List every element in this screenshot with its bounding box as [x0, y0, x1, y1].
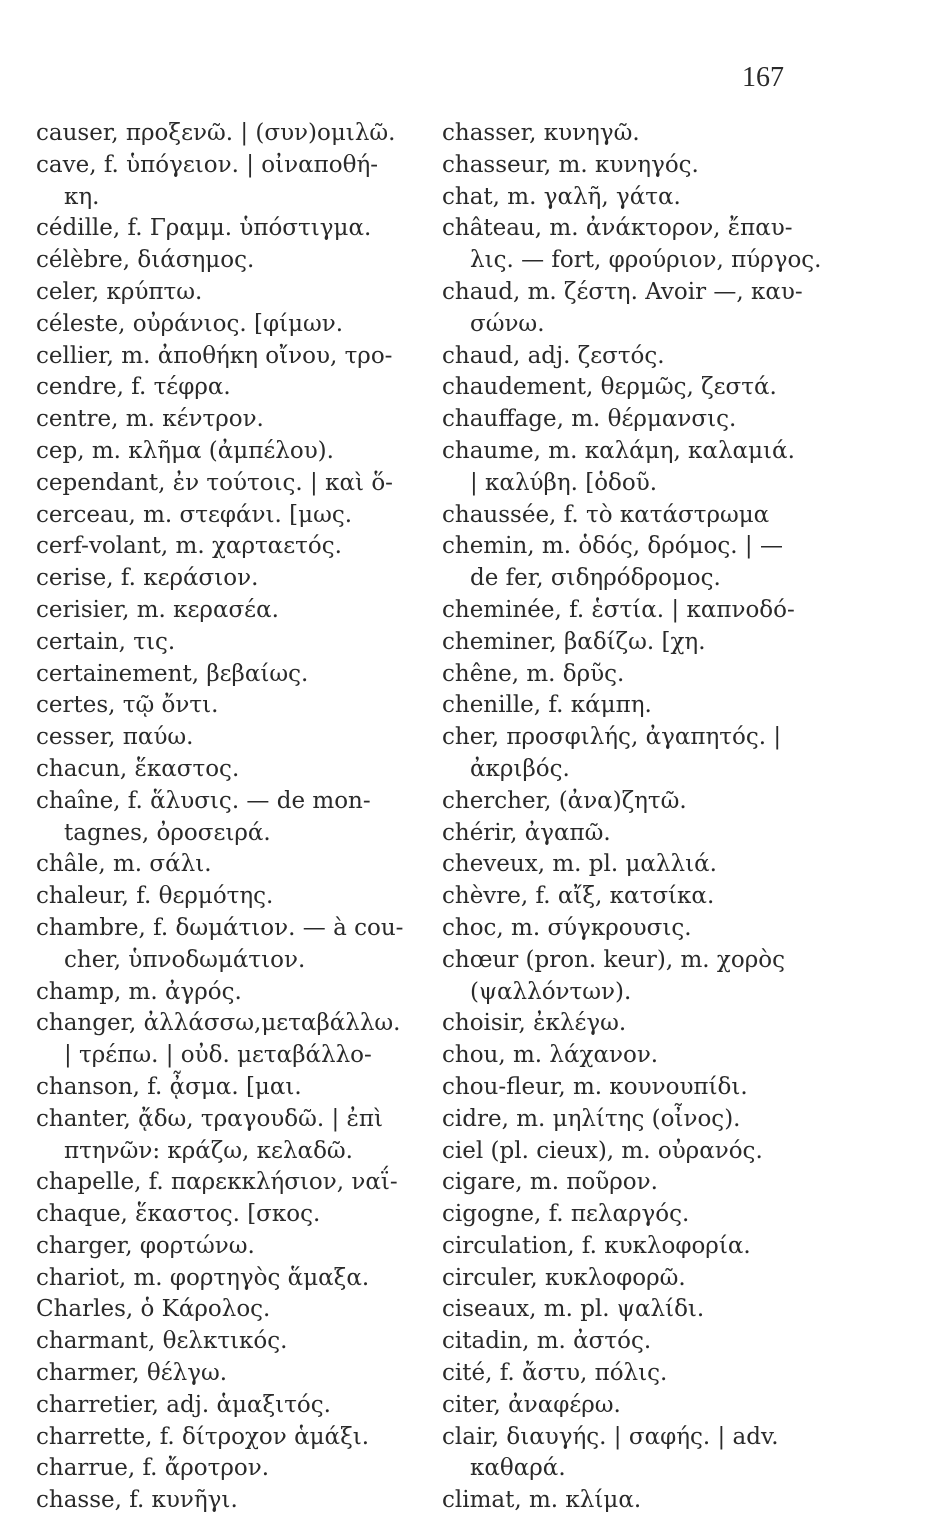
dictionary-line: climat, m. κλίμα.	[442, 1487, 642, 1514]
dictionary-line: chaudement, θερμῶς, ζεστά.	[442, 374, 777, 401]
dictionary-line: cité, f. ἄστυ, πόλις.	[442, 1360, 668, 1387]
dictionary-line: cédille, f. Γραμμ. ὑπόστιγμα.	[36, 215, 372, 242]
dictionary-line: cheveux, m. pl. μαλλιά.	[442, 851, 717, 878]
dictionary-line: certainement, βεβαίως.	[36, 660, 309, 687]
dictionary-line: charger, φορτώνω.	[36, 1232, 255, 1259]
dictionary-line: chasseur, m. κυνηγός.	[442, 151, 699, 178]
dictionary-line: chapelle, f. παρεκκλήσιον, ναΐ-	[36, 1169, 398, 1196]
dictionary-line: | καλύβη. [ὁδοῦ.	[470, 469, 658, 496]
dictionary-line: Charles, ὁ Κάρολος.	[36, 1296, 271, 1323]
dictionary-line: citadin, m. ἀστός.	[442, 1328, 652, 1355]
page-number: 167	[742, 62, 784, 93]
dictionary-line: πτηνῶν: κράζω, κελαδῶ.	[64, 1137, 353, 1164]
dictionary-line: charretier, adj. ἁμαξιτός.	[36, 1391, 331, 1418]
dictionary-line: charrue, f. ἄροτρον.	[36, 1455, 270, 1482]
dictionary-line: charmant, θελκτικός.	[36, 1328, 288, 1355]
dictionary-line: chaud, m. ζέστη. Avoir —, καυ-	[442, 278, 803, 305]
dictionary-line: chou-fleur, m. κουνουπίδι.	[442, 1073, 748, 1100]
dictionary-line: circuler, κυκλοφορῶ.	[442, 1264, 686, 1291]
dictionary-line: chasser, κυνηγῶ.	[442, 120, 640, 146]
dictionary-line: chaque, ἕκαστος. [σκος.	[36, 1201, 321, 1228]
dictionary-line: λις. — fort, φρούριον, πύργος.	[470, 247, 822, 274]
dictionary-line: cep, m. κλῆμα (ἀμπέλου).	[36, 437, 334, 464]
dictionary-line: circulation, f. κυκλοφορία.	[442, 1232, 751, 1259]
dictionary-line: de fer, σιδηρόδρομος.	[470, 565, 721, 592]
dictionary-line: chanter, ᾄδω, τραγουδῶ. | ἐπὶ	[36, 1105, 384, 1132]
dictionary-line: chaume, m. καλάμη, καλαμιά.	[442, 437, 795, 464]
dictionary-line: chercher, (ἀνα)ζητῶ.	[442, 787, 687, 814]
dictionary-line: chérir, ἀγαπῶ.	[442, 819, 611, 846]
right-column	[442, 118, 897, 1517]
dictionary-line: cheminer, βαδίζω. [χη.	[442, 628, 706, 655]
dictionary-line: ciel (pl. cieux), m. οὐρανός.	[442, 1137, 763, 1164]
dictionary-line: cendre, f. τέφρα.	[36, 374, 231, 401]
dictionary-line: κη.	[64, 183, 100, 210]
dictionary-line: cher, προσφιλής, ἀγαπητός. |	[442, 724, 782, 751]
dictionary-line: cerise, f. κεράσιον.	[36, 565, 259, 592]
dictionary-line: changer, ἀλλάσσω,μεταβάλλω.	[36, 1010, 401, 1037]
dictionary-line: centre, m. κέντρον.	[36, 406, 264, 433]
dictionary-line: châle, m. σάλι.	[36, 851, 212, 878]
dictionary-line: cigare, m. ποῦρον.	[442, 1169, 658, 1196]
dictionary-line: ἀκριβός.	[470, 755, 570, 782]
dictionary-line: καθαρά.	[470, 1455, 566, 1482]
dictionary-line: chou, m. λάχανον.	[442, 1042, 659, 1069]
dictionary-line: château, m. ἀνάκτορον, ἔπαυ-	[442, 215, 793, 242]
dictionary-line: cigogne, f. πελαργός.	[442, 1201, 690, 1228]
dictionary-line: clair, διαυγής. | σαφής. | adv.	[442, 1423, 779, 1450]
dictionary-line: | τρέπω. | οὐδ. μεταβάλλο-	[64, 1042, 372, 1069]
left-column	[36, 118, 431, 1517]
dictionary-line: causer, προξενῶ. | (συν)ομιλῶ.	[36, 120, 396, 146]
dictionary-line: certes, τῷ ὄντι.	[36, 692, 219, 719]
dictionary-line: chaud, adj. ζεστός.	[442, 342, 665, 369]
dictionary-line: cesser, παύω.	[36, 724, 194, 751]
dictionary-line: chaussée, f. τὸ κατάστρωμα	[442, 501, 770, 528]
dictionary-line: chambre, f. δωμάτιον. — à cou-	[36, 914, 404, 941]
dictionary-line: chariot, m. φορτηγὸς ἅμαξα.	[36, 1264, 370, 1291]
dictionary-line: cerceau, m. στεφάνι. [μως.	[36, 501, 353, 528]
dictionary-line: (ψαλλόντων).	[470, 978, 632, 1005]
dictionary-line: tagnes, ὀροσειρά.	[64, 819, 271, 846]
dictionary-line: chat, m. γαλῆ, γάτα.	[442, 183, 681, 210]
dictionary-line: chœur (pron. keur), m. χορὸς	[442, 946, 785, 973]
dictionary-line: cave, f. ὑπόγειον. | οἰναποθή-	[36, 151, 379, 178]
dictionary-line: σώνω.	[470, 310, 545, 337]
dictionary-line: chasse, f. κυνῆγι.	[36, 1487, 238, 1514]
dictionary-line: cellier, m. ἀποθήκη οἴνου, τρο-	[36, 342, 393, 369]
dictionary-line: charmer, θέλγω.	[36, 1360, 228, 1387]
dictionary-line: cerisier, m. κερασέα.	[36, 596, 279, 623]
dictionary-line: certain, τις.	[36, 628, 176, 655]
dictionary-line: chemin, m. ὁδός, δρόμος. | —	[442, 533, 783, 560]
dictionary-line: celer, κρύπτω.	[36, 278, 203, 305]
dictionary-line: chèvre, f. αἴξ, κατσίκα.	[442, 883, 715, 910]
dictionary-line: chacun, ἕκαστος.	[36, 755, 240, 782]
dictionary-line: choc, m. σύγκρουσις.	[442, 914, 692, 941]
dictionary-line: chenille, f. κάμπη.	[442, 692, 652, 719]
dictionary-line: cheminée, f. ἑστία. | καπνοδό-	[442, 596, 795, 623]
dictionary-line: citer, ἀναφέρω.	[442, 1391, 621, 1418]
dictionary-line: charrette, f. δίτροχον ἁμάξι.	[36, 1423, 370, 1450]
dictionary-line: champ, m. ἀγρός.	[36, 978, 242, 1005]
dictionary-line: célèbre, διάσημος.	[36, 247, 255, 274]
dictionary-line: céleste, οὐράνιος. [φίμων.	[36, 310, 344, 337]
dictionary-line: cependant, ἐν τούτοις. | καὶ ὅ-	[36, 469, 393, 496]
dictionary-line: choisir, ἐκλέγω.	[442, 1010, 627, 1037]
dictionary-line: chaîne, f. ἅλυσις. — de mon-	[36, 787, 371, 814]
dictionary-line: ciseaux, m. pl. ψαλίδι.	[442, 1296, 705, 1323]
dictionary-line: chanson, f. ᾆσμα. [μαι.	[36, 1073, 302, 1100]
dictionary-line: cher, ὑπνοδωμάτιον.	[64, 946, 306, 973]
dictionary-line: cerf-volant, m. χαρταετός.	[36, 533, 342, 560]
dictionary-line: chêne, m. δρῦς.	[442, 660, 625, 687]
dictionary-line: chaleur, f. θερμότης.	[36, 883, 274, 910]
dictionary-line: cidre, m. μηλίτης (οἶνος).	[442, 1105, 741, 1132]
dictionary-line: chauffage, m. θέρμανσις.	[442, 406, 737, 433]
